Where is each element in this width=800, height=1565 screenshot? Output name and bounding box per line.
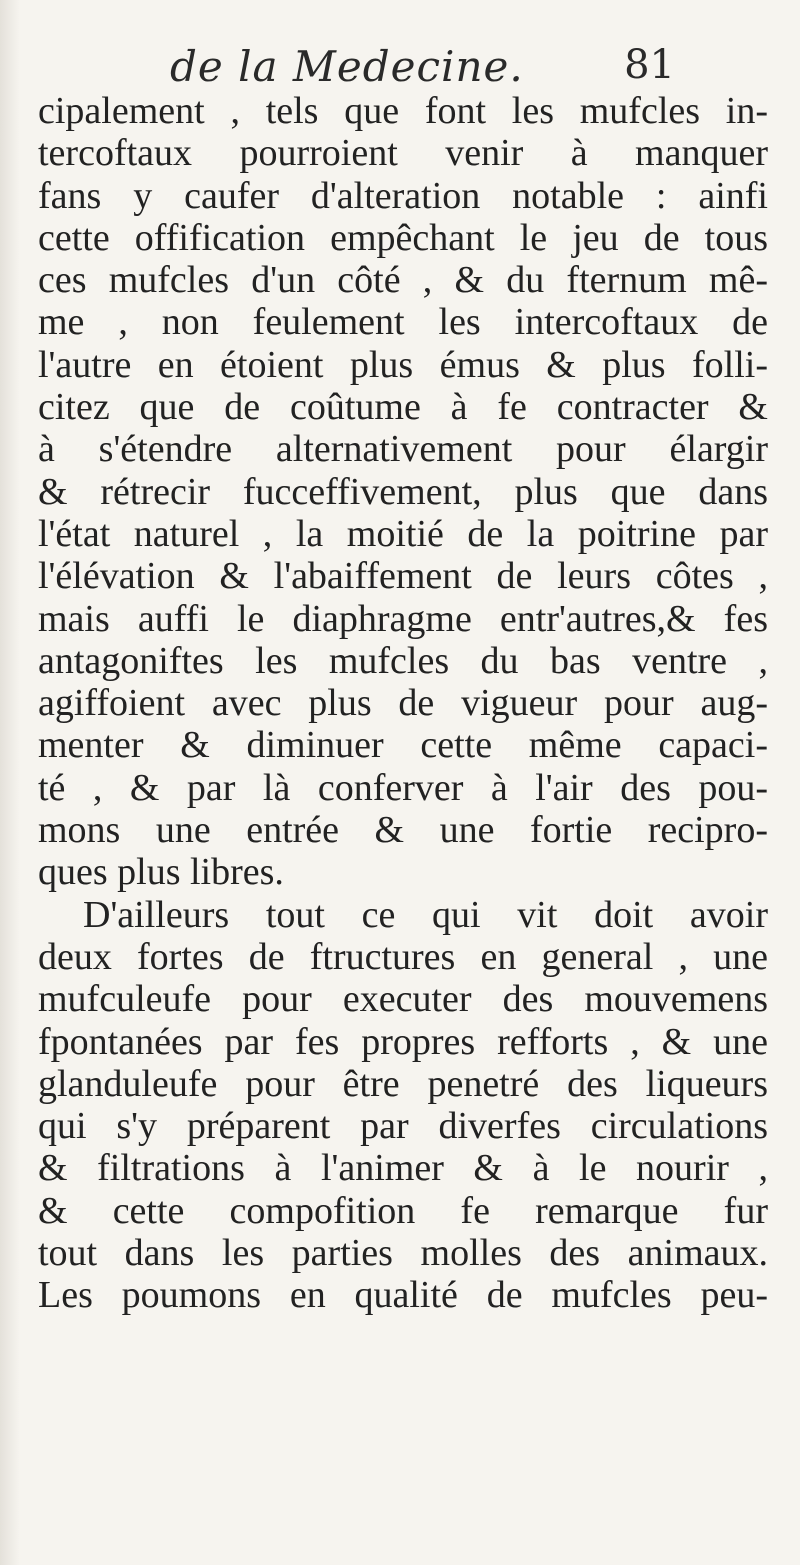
text-line: citez que de coûtume à fe contracter &	[38, 386, 768, 429]
text-line: glanduleufe pour être penetré des liqueurs	[38, 1062, 768, 1105]
text-line: cipalement , tels que font les mufcles in-	[38, 90, 768, 132]
running-head: de la Medecine.	[170, 42, 524, 91]
text-line: té , & par là conferver à l'air des pou-	[38, 766, 768, 809]
text-line: menter & diminuer cette même capaci-	[38, 724, 768, 767]
text-line: me , non feulement les intercoftaux de	[38, 301, 768, 344]
page-number: 81	[624, 42, 675, 88]
text-line: fpontanées par fes propres refforts , & une	[38, 1020, 768, 1063]
text-line: & rétrecir fucceffivement, plus que dans	[38, 470, 768, 513]
text-line: & filtrations à l'animer & à le nourir ,	[38, 1147, 768, 1190]
text-line: agiffoient avec plus de vigueur pour aug-	[38, 682, 768, 725]
text-line: à s'étendre alternativement pour élargir	[38, 428, 768, 471]
text-line: & cette compofition fe remarque fur	[38, 1189, 768, 1232]
text-line: qui s'y préparent par diverfes circulations	[38, 1105, 768, 1148]
text-line: l'état naturel , la moitié de la poitrine par	[38, 512, 768, 555]
text-line: mufculeufe pour executer des mouvemens	[38, 978, 768, 1021]
text-line: l'autre en étoient plus émus & plus folli-	[38, 343, 768, 386]
text-line: mons une entrée & une fortie recipro-	[38, 809, 768, 852]
text-line: mais auffi le diaphragme entr'autres,& fes	[38, 597, 768, 640]
text-line: antagoniftes les mufcles du bas ventre ,	[38, 639, 768, 682]
text-line: cette offification empêchant le jeu de tous	[38, 216, 768, 259]
text-line: tout dans les parties molles des animaux.	[38, 1232, 768, 1275]
text-line: D'ailleurs tout ce qui vit doit avoir	[83, 893, 768, 936]
text-line: l'élévation & l'abaiffement de leurs côtes ,	[38, 555, 768, 598]
text-line: ques plus libres.	[38, 851, 284, 894]
body-text	[38, 90, 768, 1317]
text-line: deux fortes de ftructures en general , une	[38, 935, 768, 978]
text-line: tercoftaux pourroient venir à manquer	[38, 132, 768, 175]
text-line: ces mufcles d'un côté , & du fternum mê-	[38, 259, 768, 302]
text-line: Les poumons en qualité de mufcles peu-	[38, 1274, 768, 1317]
text-line: fans y caufer d'alteration notable : ainfi	[38, 174, 768, 217]
binding-shadow	[0, 0, 20, 1565]
